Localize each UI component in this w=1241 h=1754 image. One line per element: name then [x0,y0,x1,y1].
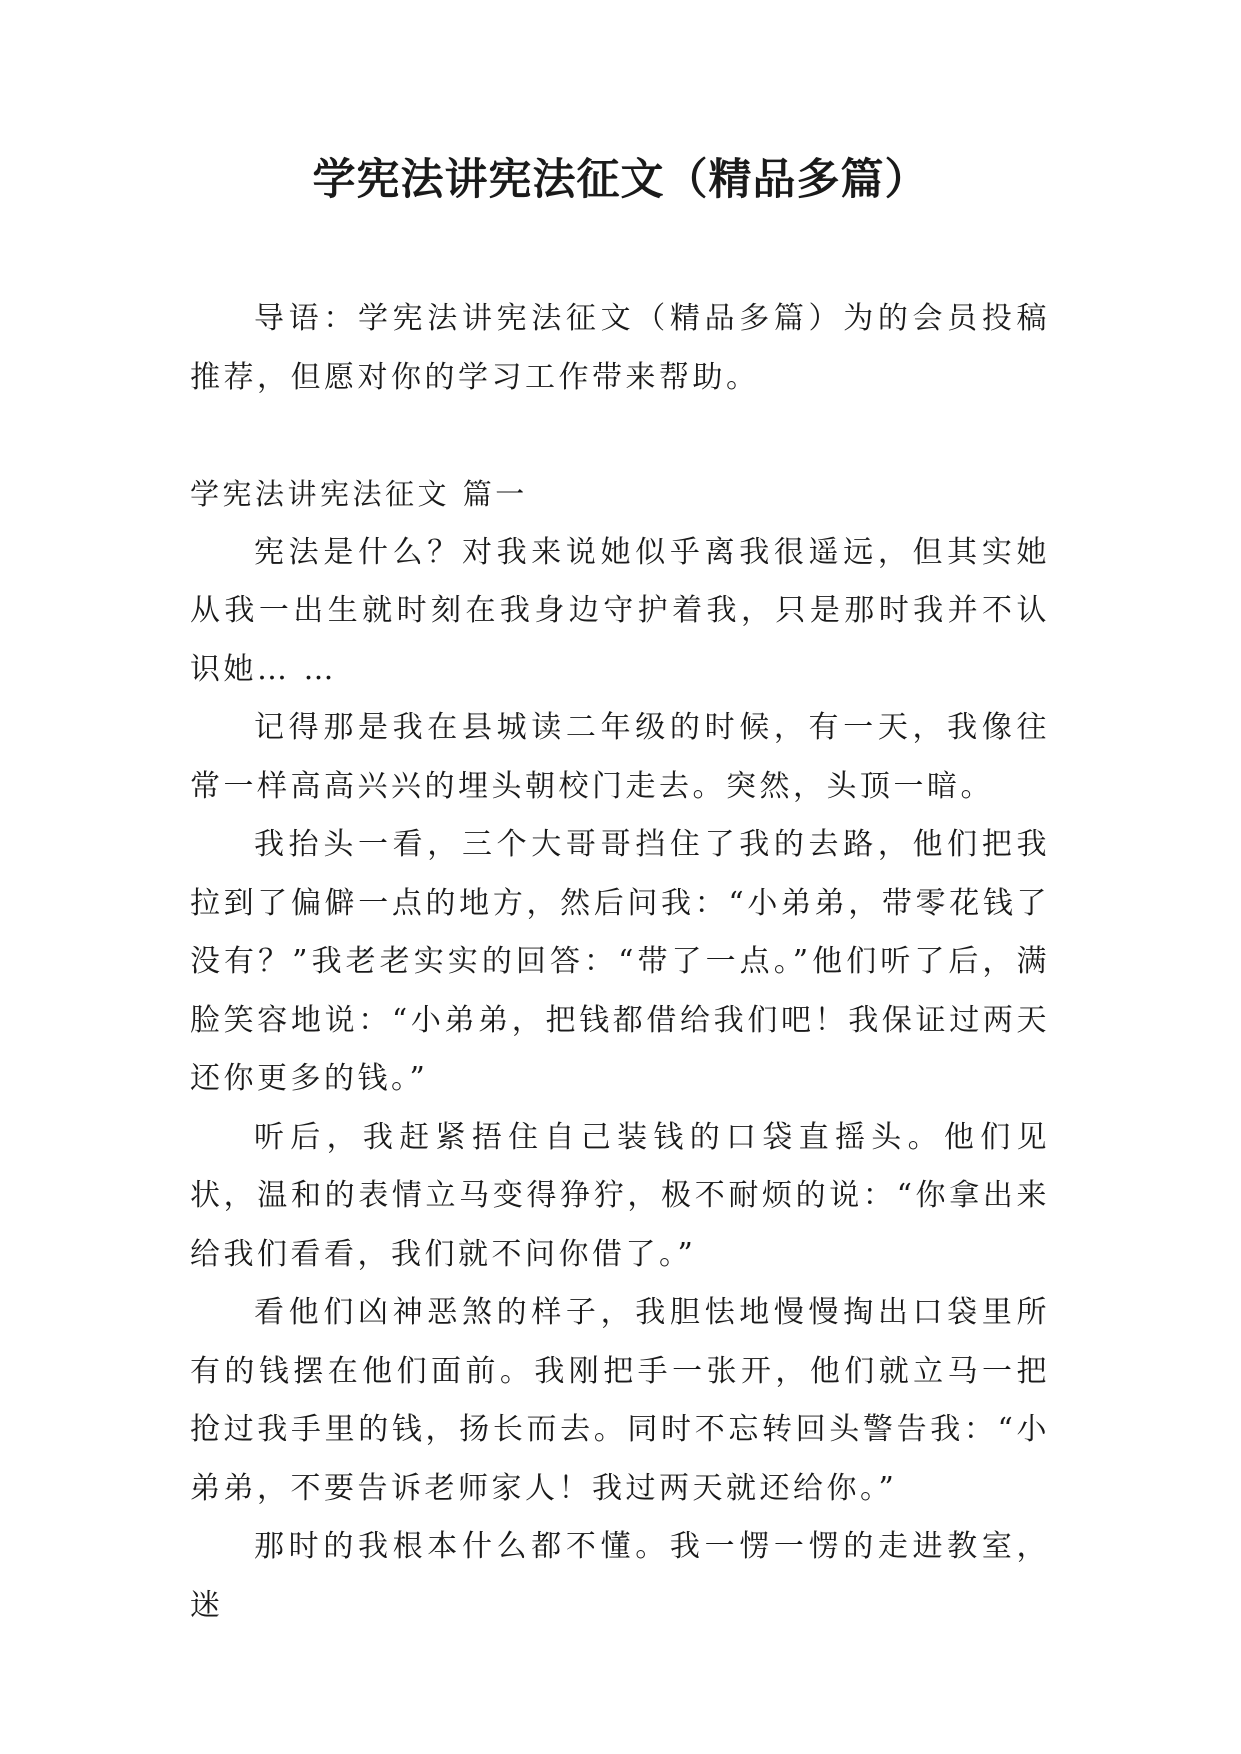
document-body [190,290,1050,1635]
section-heading: 学宪法讲宪法征文 篇一 [190,477,528,511]
body-paragraph: 看他们凶神恶煞的样子，我胆怯地慢慢掏出口袋里所有的钱摆在他们面前。我刚把手一张开，他们就立马一把抢过我手里的钱，扬长而去。同时不忘转回头警告我：“小弟弟，不要告诉老师家人！我过两天就还给你。” [190,1295,1050,1506]
body-paragraph: 我抬头一看，三个大哥哥挡住了我的去路，他们把我拉到了偏僻一点的地方，然后问我：“小弟弟，带零花钱了没有？”我老老实实的回答：“带了一点。”他们听了后，满脸笑容地说：“小弟弟，把钱都借给我们吧！我保证过两天还你更多的钱。” [190,827,1050,1096]
intro-paragraph: 导语：学宪法讲宪法征文（精品多篇）为的会员投稿推荐，但愿对你的学习工作带来帮助。 [190,301,1050,395]
body-paragraph: 记得那是我在县城读二年级的时候，有一天，我像往常一样高高兴兴的埋头朝校门走去。突然，头顶一暗。 [190,710,1050,804]
body-paragraph: 宪法是什么？对我来说她似乎离我很遥远，但其实她从我一出生就时刻在我身边守护着我，只是那时我并不认识她… … [190,534,1050,687]
body-paragraph: 那时的我根本什么都不懂。我一愣一愣的走进教室，迷 [190,1529,1050,1623]
body-paragraph: 听后，我赶紧捂住自己装钱的口袋直摇头。他们见状，温和的表情立马变得狰狞，极不耐烦的说：“你拿出来给我们看看，我们就不问你借了。” [190,1119,1050,1272]
document-title: 学宪法讲宪法征文（精品多篇） [312,155,929,205]
